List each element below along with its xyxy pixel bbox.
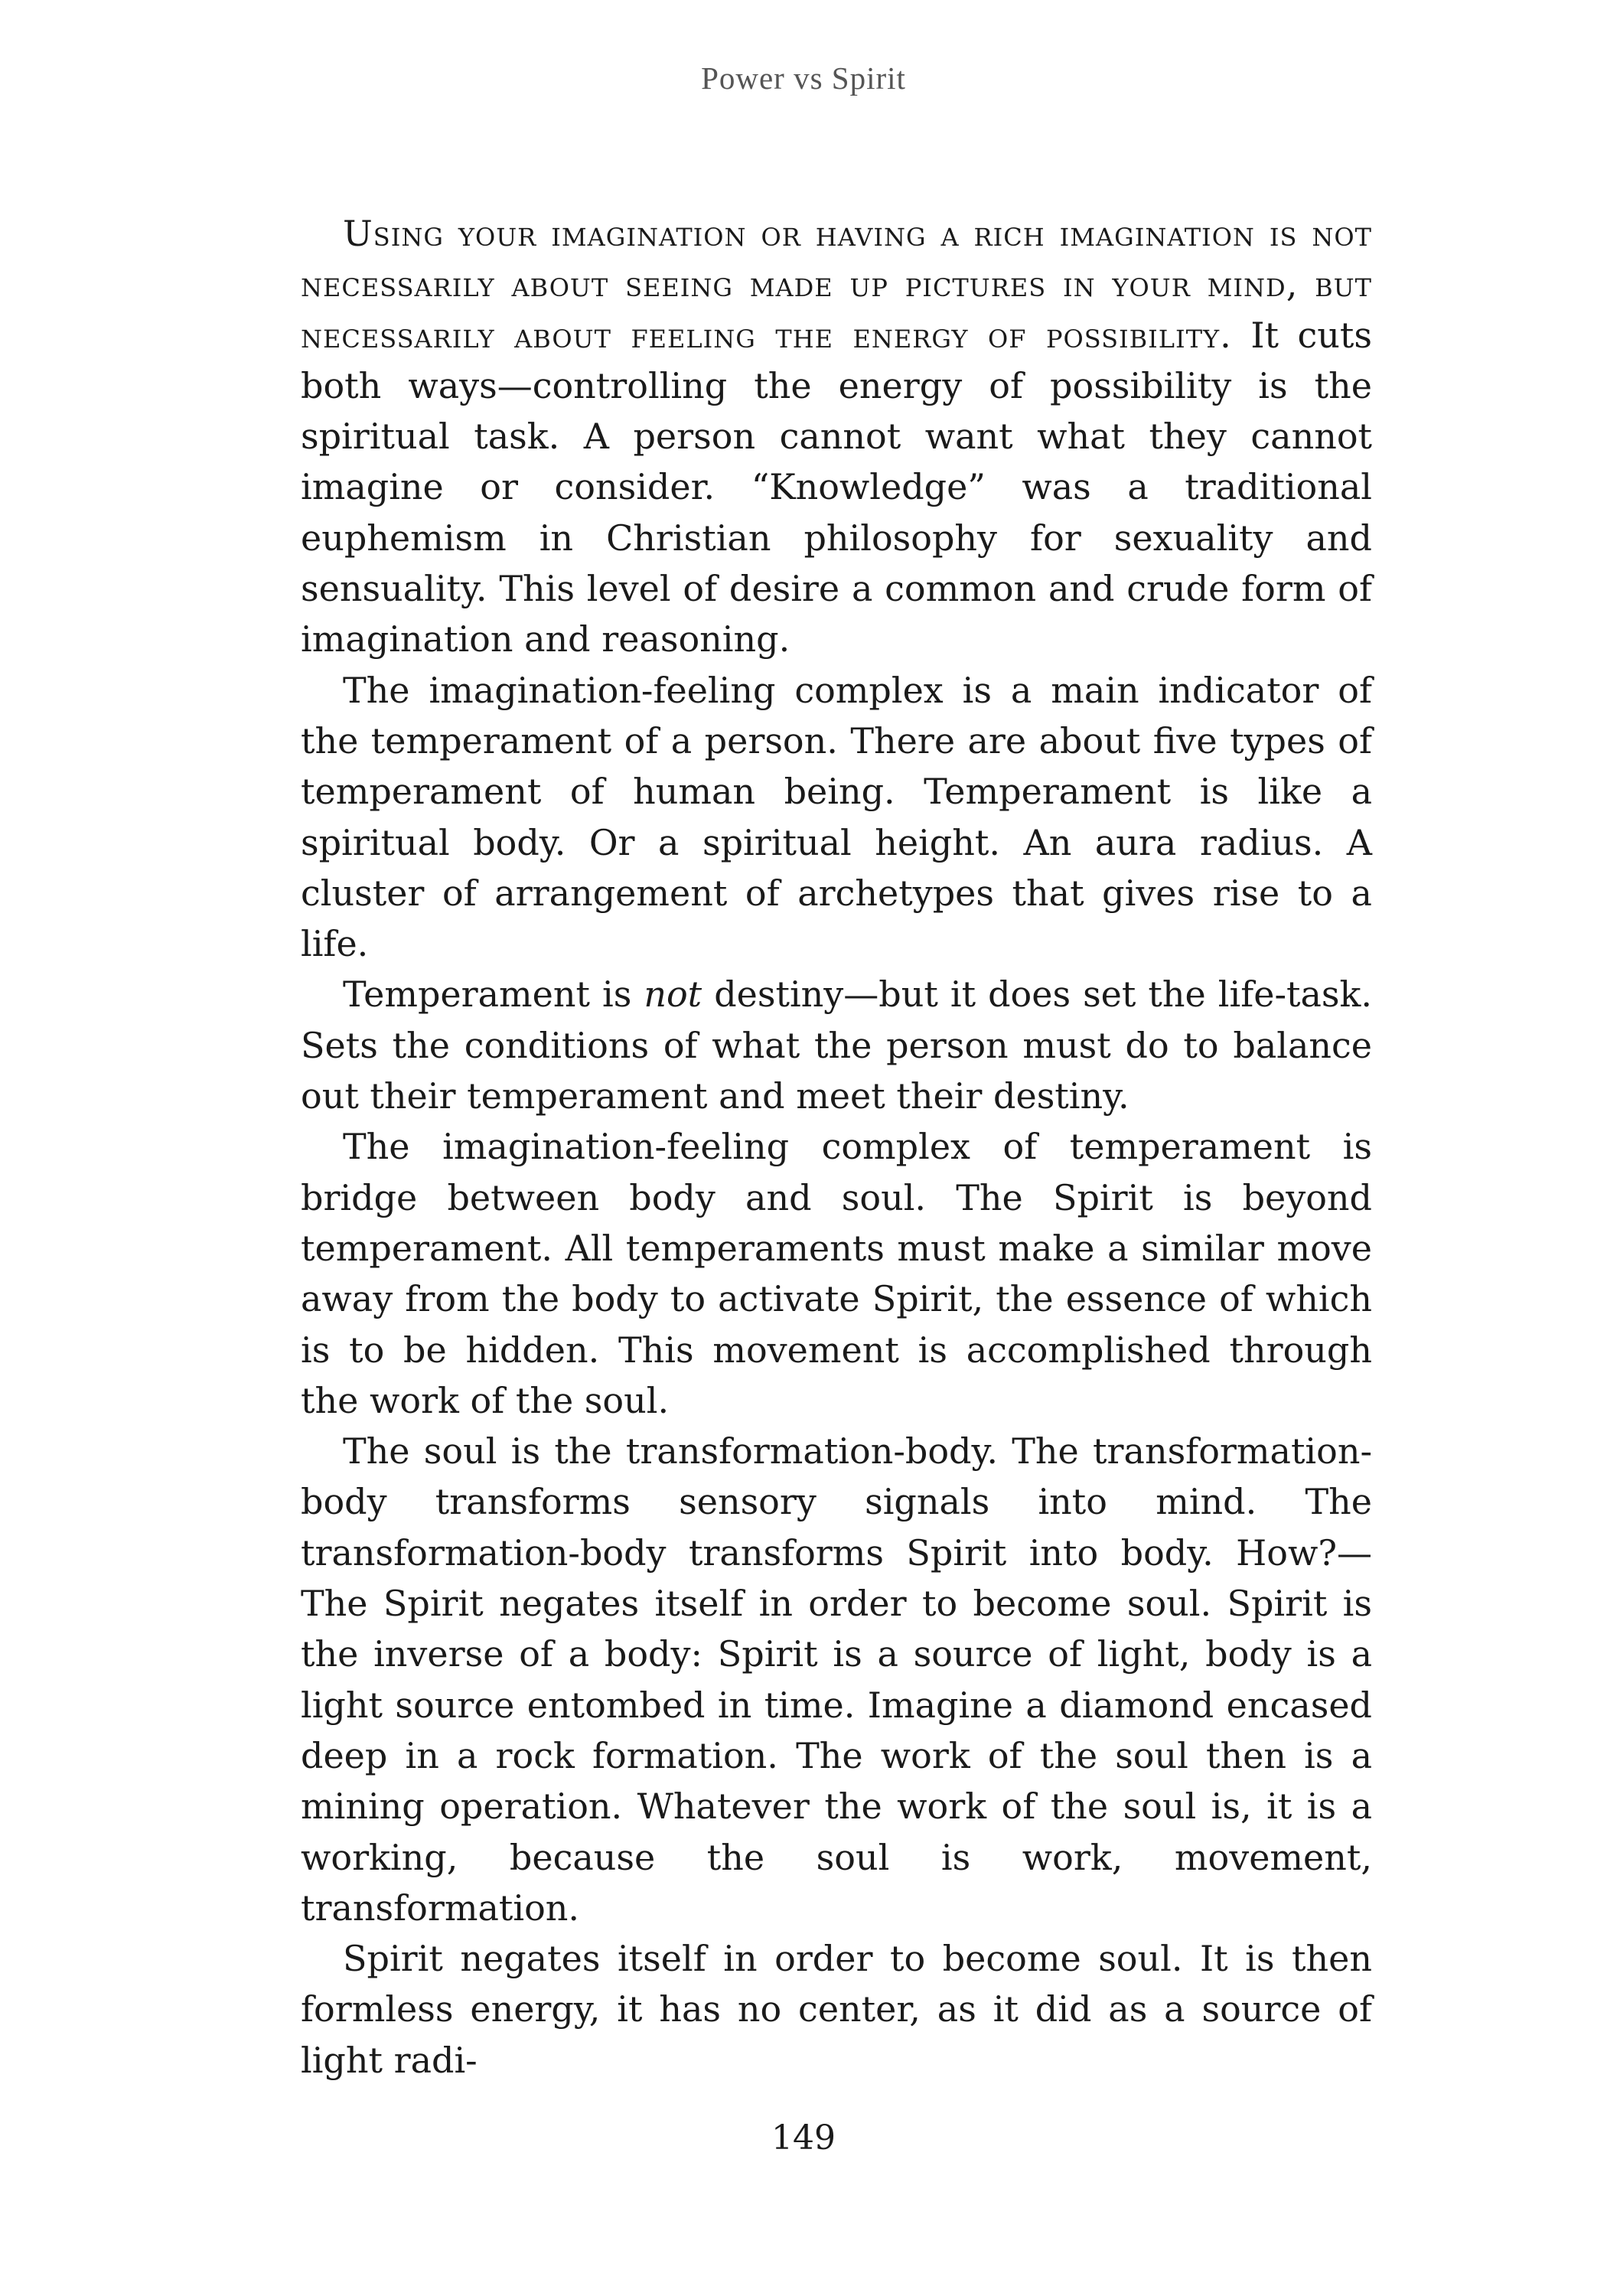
paragraph: Spirit negates itself in order to become soul. It is then formless energy, it has no center, as it did as a source of light radi-	[301, 1938, 1372, 2081]
paragraph: The imagination-feeling complex is a main indicator of the temperament of a person. There are about five types of temperament of human being. Temperament is like a spiritual body. Or a spiritual height. An aura radius. A cluster of arrangement of archetypes that gives rise to a life.	[301, 669, 1372, 965]
paragraph	[301, 208, 1372, 665]
page-number: 149	[771, 2118, 836, 2157]
paragraph-text: destiny—but it does set the life-task. Sets the conditions of what the person must do to balance out their temperament and meet their destiny.	[301, 974, 1372, 1117]
paragraph-text: Temperament is	[343, 974, 644, 1016]
small-caps-lead: Using your imagination or having a rich imagination is not necessarily about seeing made up pictures in your mind, but necessarily about feeling the energy of possibility.	[301, 213, 1372, 356]
emphasis: not	[644, 974, 702, 1016]
running-head: Power vs Spirit	[701, 60, 906, 96]
body-text	[301, 208, 1372, 2086]
paragraph: The imagination-feeling complex of temperament is bridge between body and soul. The Spirit is beyond temperament. All temperaments must make a similar move away from the body to activate Spirit, the essence of which is to be hidden. This movement is accomplished through the work of the soul.	[301, 1126, 1372, 1421]
paragraph-text: It cuts both ways—controlling the energy of possibility is the spiritual task. A person cannot want what they cannot imagine or consider. “Knowledge” was a traditional euphemism in Christian philosophy for sexuality and sensuality. This level of desire a common and crude form of imagination and reasoning.	[301, 314, 1372, 660]
paragraph: The soul is the transformation-body. The transformation-body transforms sensory signals into mind. The transformation-body transforms Spirit into body. How?—The Spirit negates itself in order to become soul. Spirit is the inverse of a body: Spirit is a source of light, body is a light source entombed in time. Imagine a diamond encased deep in a rock formation. The work of the soul then is a mining operation. Whatever the work of the soul is, it is a working, because the soul is work, movement, transformation.	[301, 1430, 1372, 1929]
paragraph	[301, 969, 1372, 1121]
